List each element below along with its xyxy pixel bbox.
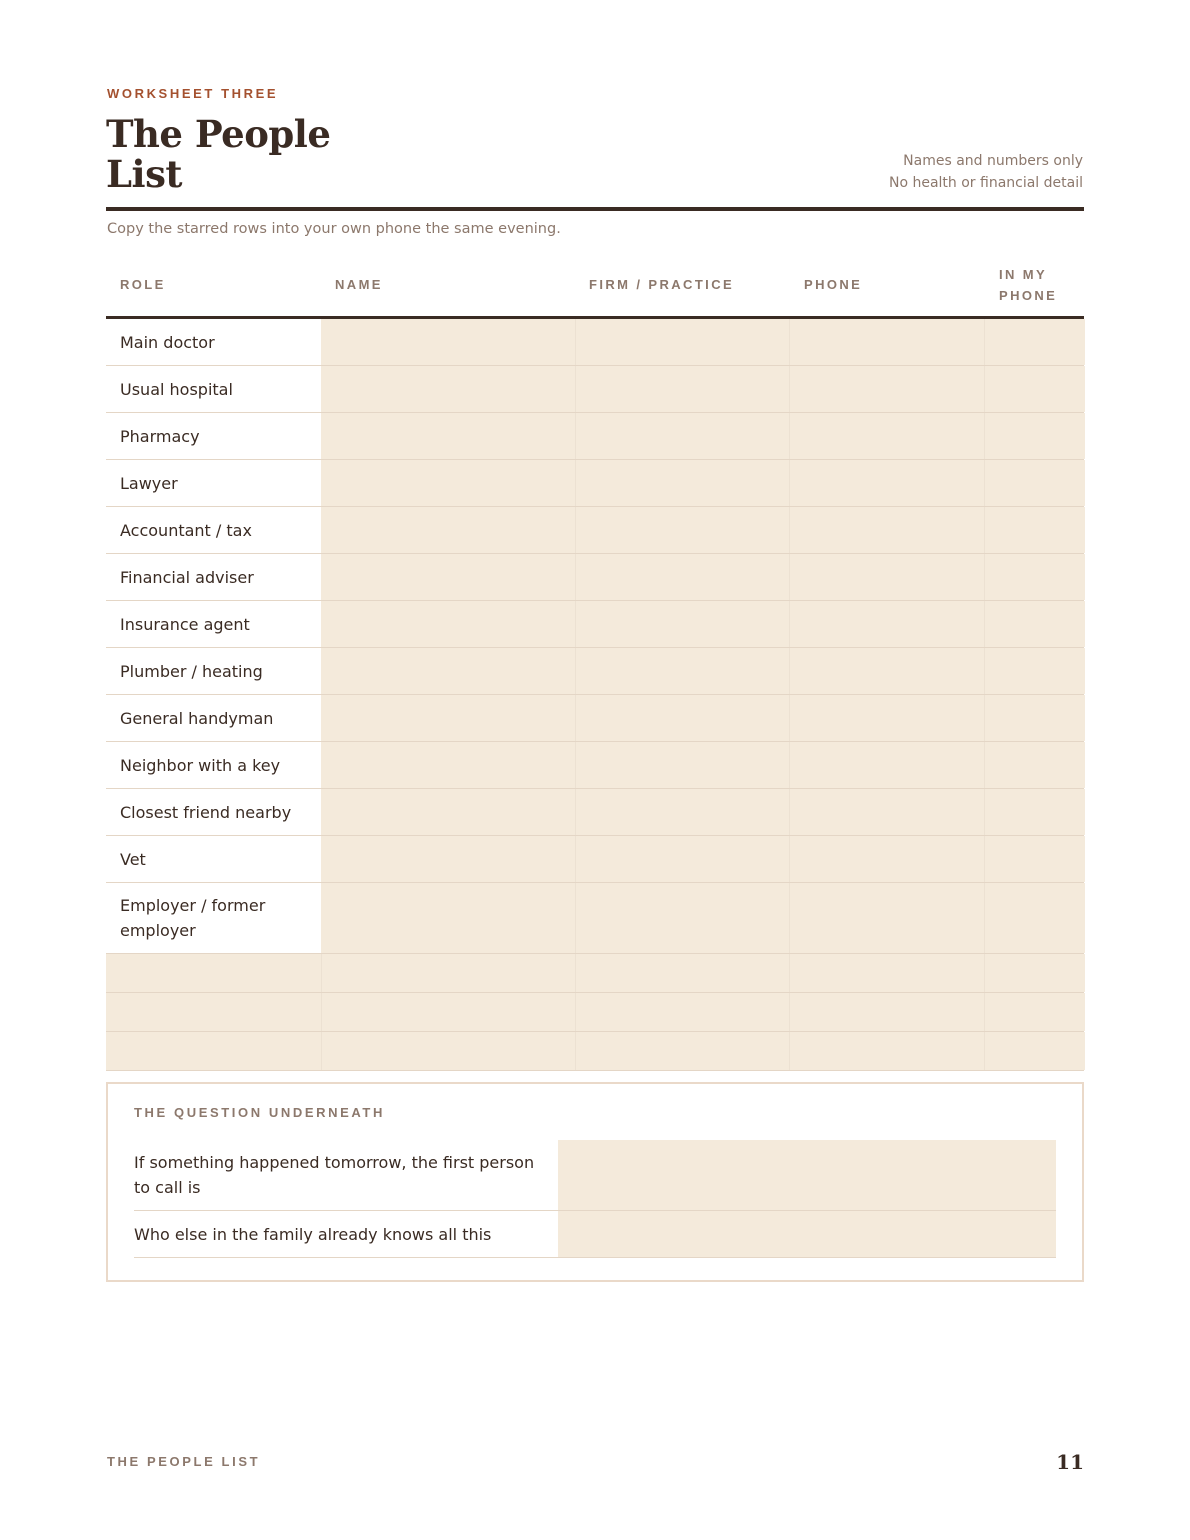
- table-row: [106, 742, 1084, 789]
- people-table: [106, 253, 1084, 1071]
- in-my-phone-cell[interactable]: [984, 883, 1085, 953]
- name-cell[interactable]: [321, 836, 575, 882]
- phone-cell[interactable]: [789, 366, 985, 412]
- table-row: [106, 695, 1084, 742]
- column-header-phone: PHONE: [804, 277, 863, 292]
- blank-table-row: [106, 954, 1084, 993]
- firm-cell[interactable]: [575, 413, 790, 459]
- name-cell[interactable]: [321, 460, 575, 506]
- blank-table-row: [106, 1032, 1084, 1071]
- name-cell[interactable]: [321, 366, 575, 412]
- worksheet-eyebrow: WORKSHEET THREE: [107, 86, 279, 101]
- name-cell[interactable]: [321, 601, 575, 647]
- in-my-phone-cell[interactable]: [984, 836, 1085, 882]
- table-row: [106, 319, 1084, 366]
- role-label: Employer / former employer: [120, 896, 266, 940]
- phone-cell[interactable]: [789, 695, 985, 741]
- column-header-in-my-phone-line-2: PHONE: [999, 287, 1058, 303]
- in-my-phone-cell[interactable]: [984, 1032, 1085, 1070]
- firm-cell[interactable]: [575, 993, 790, 1031]
- name-cell[interactable]: [321, 742, 575, 788]
- question-box: [106, 1082, 1084, 1282]
- phone-cell[interactable]: [789, 319, 985, 365]
- role-label: Plumber / heating: [120, 661, 263, 681]
- name-cell[interactable]: [321, 413, 575, 459]
- question-box-title: THE QUESTION UNDERNEATH: [134, 1105, 385, 1120]
- firm-cell[interactable]: [575, 954, 790, 992]
- column-header-in-my-phone: [999, 253, 1057, 316]
- name-cell[interactable]: [321, 993, 576, 1031]
- phone-cell[interactable]: [789, 648, 985, 694]
- table-row: [106, 413, 1084, 460]
- in-my-phone-cell[interactable]: [984, 648, 1085, 694]
- table-header: [106, 253, 1084, 319]
- role-label: Main doctor: [120, 332, 215, 352]
- name-cell[interactable]: [321, 319, 575, 365]
- phone-cell[interactable]: [789, 601, 985, 647]
- role-label: Vet: [120, 849, 146, 869]
- in-my-phone-cell[interactable]: [984, 366, 1085, 412]
- column-header-name: NAME: [335, 277, 383, 292]
- role-label: Financial adviser: [120, 567, 254, 587]
- role-label: Neighbor with a key: [120, 755, 281, 775]
- question-label: If something happened tomorrow, the first person to call is: [134, 1153, 535, 1197]
- table-row: [106, 507, 1084, 554]
- table-row: [106, 789, 1084, 836]
- role-label: Accountant / tax: [120, 520, 252, 540]
- in-my-phone-cell[interactable]: [984, 993, 1085, 1031]
- column-header-in-my-phone-line-1: IN MY: [999, 266, 1048, 282]
- in-my-phone-cell[interactable]: [984, 460, 1085, 506]
- firm-cell[interactable]: [575, 789, 790, 835]
- header-rule: [106, 207, 1084, 211]
- firm-cell[interactable]: [575, 836, 790, 882]
- table-row: [106, 554, 1084, 601]
- blank-table-row: [106, 993, 1084, 1032]
- instruction-text: Copy the starred rows into your own phone the same evening.: [107, 221, 561, 237]
- page-title: [106, 114, 406, 194]
- firm-cell[interactable]: [575, 366, 790, 412]
- name-cell[interactable]: [321, 554, 575, 600]
- role-label: Pharmacy: [120, 426, 200, 446]
- in-my-phone-cell[interactable]: [984, 742, 1085, 788]
- phone-cell[interactable]: [789, 742, 985, 788]
- role-cell[interactable]: [106, 1032, 321, 1070]
- in-my-phone-cell[interactable]: [984, 695, 1085, 741]
- phone-cell[interactable]: [789, 954, 985, 992]
- name-cell[interactable]: [321, 507, 575, 553]
- column-header-firm: FIRM / PRACTICE: [589, 277, 735, 292]
- role-label: Closest friend nearby: [120, 802, 292, 822]
- table-row: [106, 883, 1084, 954]
- phone-cell[interactable]: [789, 1032, 985, 1070]
- table-row: [106, 366, 1084, 413]
- header-notes: [889, 150, 1083, 194]
- table-row: [106, 460, 1084, 507]
- table-row: [106, 648, 1084, 695]
- firm-cell[interactable]: [575, 601, 790, 647]
- firm-cell[interactable]: [575, 1032, 790, 1070]
- phone-cell[interactable]: [789, 413, 985, 459]
- question-row: [134, 1211, 1056, 1258]
- firm-cell[interactable]: [575, 507, 790, 553]
- firm-cell[interactable]: [575, 460, 790, 506]
- firm-cell[interactable]: [575, 319, 790, 365]
- question-answer-field[interactable]: [558, 1140, 1056, 1210]
- phone-cell[interactable]: [789, 460, 985, 506]
- header-note-2: No health or financial detail: [888, 175, 1083, 191]
- header-note-1: Names and numbers only: [903, 153, 1083, 169]
- firm-cell[interactable]: [575, 695, 790, 741]
- name-cell[interactable]: [321, 695, 575, 741]
- firm-cell[interactable]: [575, 554, 790, 600]
- name-cell[interactable]: [321, 789, 575, 835]
- column-header-role: ROLE: [120, 277, 166, 292]
- in-my-phone-cell[interactable]: [984, 507, 1085, 553]
- phone-cell[interactable]: [789, 836, 985, 882]
- role-label: Lawyer: [120, 473, 178, 493]
- phone-cell[interactable]: [789, 507, 985, 553]
- in-my-phone-cell[interactable]: [984, 601, 1085, 647]
- role-label: Insurance agent: [120, 614, 250, 634]
- question-row: [134, 1140, 1056, 1211]
- name-cell[interactable]: [321, 883, 575, 953]
- name-cell[interactable]: [321, 954, 576, 992]
- page-title-line-1: The People: [106, 112, 331, 156]
- firm-cell[interactable]: [575, 648, 790, 694]
- phone-cell[interactable]: [789, 554, 985, 600]
- phone-cell[interactable]: [789, 883, 985, 953]
- role-label: General handyman: [120, 708, 274, 728]
- page-number: 11: [1056, 1450, 1084, 1474]
- table-body: [106, 319, 1084, 1071]
- firm-cell[interactable]: [575, 742, 790, 788]
- in-my-phone-cell[interactable]: [984, 413, 1085, 459]
- table-row: [106, 601, 1084, 648]
- footer-label: THE PEOPLE LIST: [107, 1454, 261, 1469]
- in-my-phone-cell[interactable]: [984, 554, 1085, 600]
- in-my-phone-cell[interactable]: [984, 319, 1085, 365]
- page-title-line-2: List: [106, 152, 182, 196]
- in-my-phone-cell[interactable]: [984, 789, 1085, 835]
- name-cell[interactable]: [321, 1032, 576, 1070]
- phone-cell[interactable]: [789, 993, 985, 1031]
- role-label: Usual hospital: [120, 379, 233, 399]
- firm-cell[interactable]: [575, 883, 790, 953]
- role-cell[interactable]: [106, 993, 321, 1031]
- question-answer-field[interactable]: [558, 1211, 1056, 1257]
- question-label: Who else in the family already knows all this: [134, 1224, 492, 1244]
- role-cell[interactable]: [106, 954, 321, 992]
- name-cell[interactable]: [321, 648, 575, 694]
- in-my-phone-cell[interactable]: [984, 954, 1085, 992]
- table-row: [106, 836, 1084, 883]
- phone-cell[interactable]: [789, 789, 985, 835]
